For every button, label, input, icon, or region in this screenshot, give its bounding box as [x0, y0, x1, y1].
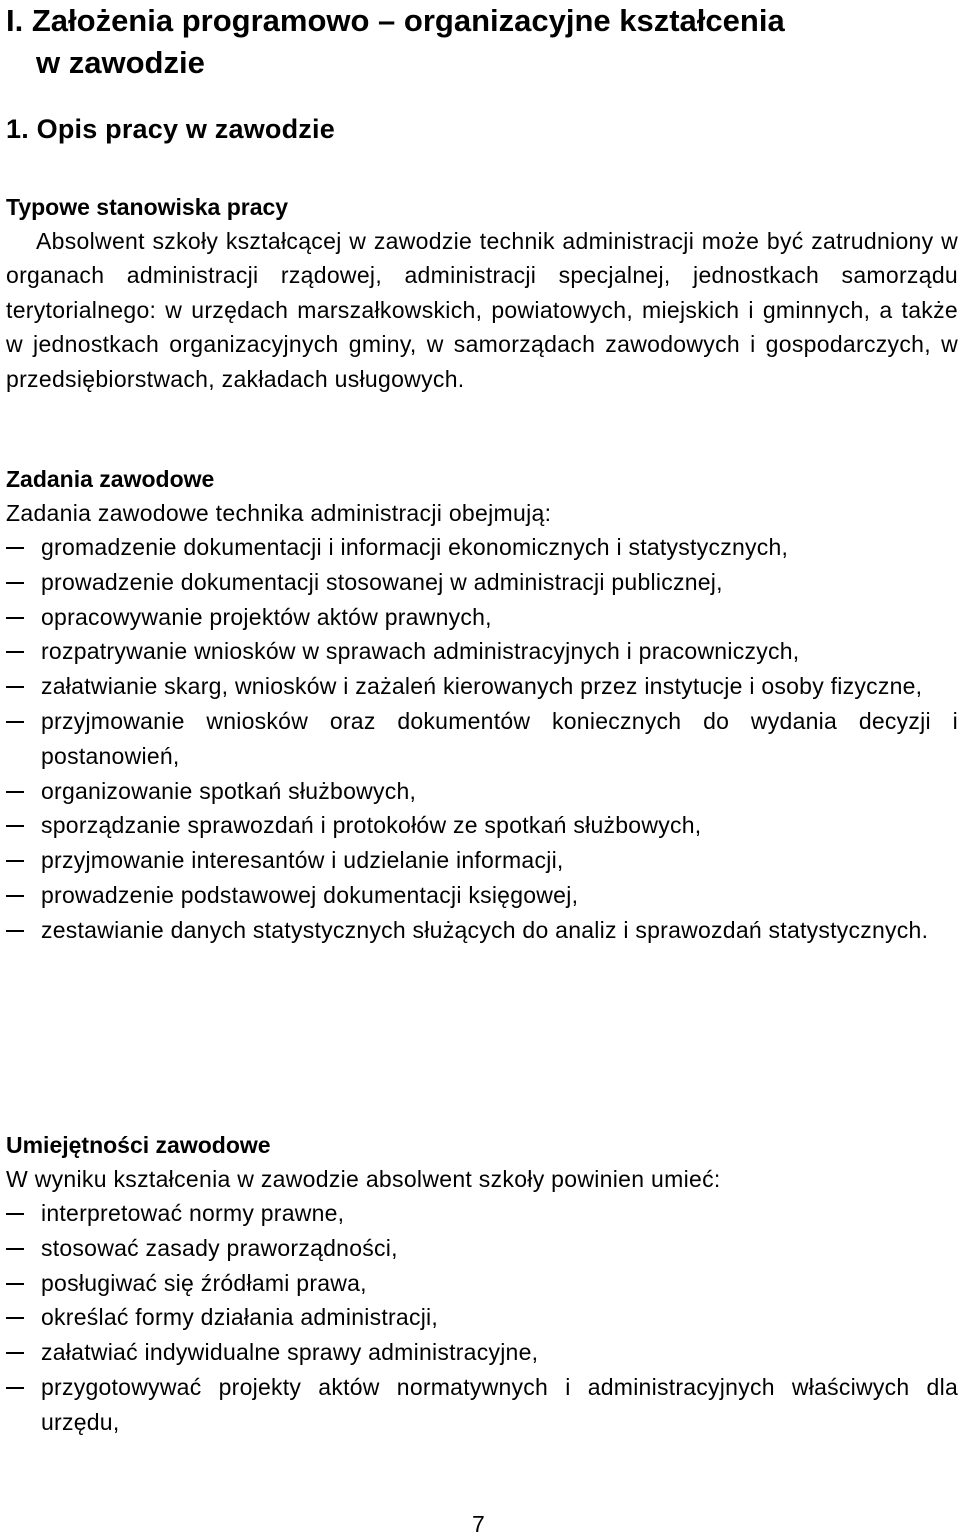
list-item	[6, 1370, 958, 1440]
dash-bullet-icon	[6, 582, 24, 584]
list-item-text: stosować zasady praworządności,	[41, 1234, 398, 1261]
dash-bullet-icon	[6, 791, 24, 793]
list-item	[6, 530, 958, 565]
dash-bullet-icon	[6, 1248, 24, 1250]
list-item	[6, 565, 958, 600]
page-number: 7	[472, 1511, 485, 1537]
skills-title: Umiejętności zawodowe	[6, 1132, 271, 1158]
list-item	[6, 600, 958, 635]
positions-text: Absolwent szkoły kształcącej w zawodzie technik administracji może być zatrudniony w organach administracji rządowej, administracji specjalnej, jednostkach samorządu terytorialnego: w urzędach marszałkowskich, powiatowych, miejskich i gminnych, a także w jednostkach organizacyjnych gminy, w samorządach zawodowych i gospodarczych, w przedsiębiorstwach, zakładach usługowych.	[6, 228, 958, 392]
list-item	[6, 843, 958, 878]
dash-bullet-icon	[6, 651, 24, 653]
list-item	[6, 704, 958, 774]
dash-bullet-icon	[6, 721, 24, 723]
dash-bullet-icon	[6, 1387, 24, 1389]
list-item-text: załatwianie skarg, wniosków i zażaleń kierowanych przez instytucje i osoby fizyczne,	[41, 673, 923, 700]
list-item-text: przyjmowanie wniosków oraz dokumentów koniecznych do wydania decyzji i postanowień,	[41, 707, 958, 769]
dash-bullet-icon	[6, 1317, 24, 1319]
dash-bullet-icon	[6, 1283, 24, 1285]
list-item-text: załatwiać indywidualne sprawy administracyjne,	[41, 1339, 539, 1366]
dash-bullet-icon	[6, 825, 24, 827]
list-item	[6, 1335, 958, 1370]
tasks-section	[6, 462, 958, 948]
tasks-list	[6, 530, 958, 948]
dash-bullet-icon	[6, 1213, 24, 1215]
chapter-heading	[6, 0, 785, 84]
list-item	[6, 669, 958, 704]
list-item	[6, 1300, 958, 1335]
skills-list	[6, 1196, 958, 1440]
skills-section	[6, 1128, 958, 1440]
list-item-text: organizowanie spotkań służbowych,	[41, 777, 417, 804]
list-item-text: sporządzanie sprawozdań i protokołów ze spotkań służbowych,	[41, 812, 702, 839]
list-item-text: posługiwać się źródłami prawa,	[41, 1269, 367, 1296]
dash-bullet-icon	[6, 860, 24, 862]
list-item-text: zestawianie danych statystycznych służących do analiz i sprawozdań statystycznych.	[41, 916, 929, 943]
list-item	[6, 1231, 958, 1266]
list-item	[6, 634, 958, 669]
list-item	[6, 878, 958, 913]
chapter-heading-line-1: I. Założenia programowo – organizacyjne kształcenia	[6, 3, 785, 38]
chapter-heading-line-2: w zawodzie	[36, 45, 205, 80]
positions-section	[6, 190, 958, 396]
dash-bullet-icon	[6, 930, 24, 932]
list-item-text: opracowywanie projektów aktów prawnych,	[41, 603, 492, 630]
dash-bullet-icon	[6, 547, 24, 549]
skills-intro: W wyniku kształcenia w zawodzie absolwent szkoły powinien umieć:	[6, 1166, 721, 1192]
list-item-text: gromadzenie dokumentacji i informacji ekonomicznych i statystycznych,	[41, 534, 789, 560]
list-item	[6, 913, 958, 948]
list-item-text: prowadzenie podstawowej dokumentacji księgowej,	[41, 881, 579, 908]
list-item-text: prowadzenie dokumentacji stosowanej w administracji publicznej,	[41, 568, 723, 595]
list-item-text: określać formy działania administracji,	[41, 1304, 439, 1331]
positions-title: Typowe stanowiska pracy	[6, 194, 289, 220]
section-title: 1. Opis pracy w zawodzie	[6, 114, 335, 144]
dash-bullet-icon	[6, 686, 24, 688]
list-item-text: rozpatrywanie wniosków w sprawach administracyjnych i pracowniczych,	[41, 638, 800, 665]
list-item	[6, 1196, 958, 1231]
tasks-title: Zadania zawodowe	[6, 466, 215, 492]
dash-bullet-icon	[6, 1352, 24, 1354]
list-item-text: przyjmowanie interesantów i udzielanie informacji,	[41, 847, 564, 874]
tasks-intro: Zadania zawodowe technika administracji obejmują:	[6, 500, 552, 526]
list-item	[6, 1266, 958, 1301]
list-item-text: interpretować normy prawne,	[41, 1200, 345, 1226]
list-item	[6, 774, 958, 809]
dash-bullet-icon	[6, 895, 24, 897]
dash-bullet-icon	[6, 617, 24, 619]
list-item-text: przygotowywać projekty aktów normatywnych i administracyjnych właściwych dla urzędu,	[41, 1373, 958, 1435]
list-item	[6, 808, 958, 843]
